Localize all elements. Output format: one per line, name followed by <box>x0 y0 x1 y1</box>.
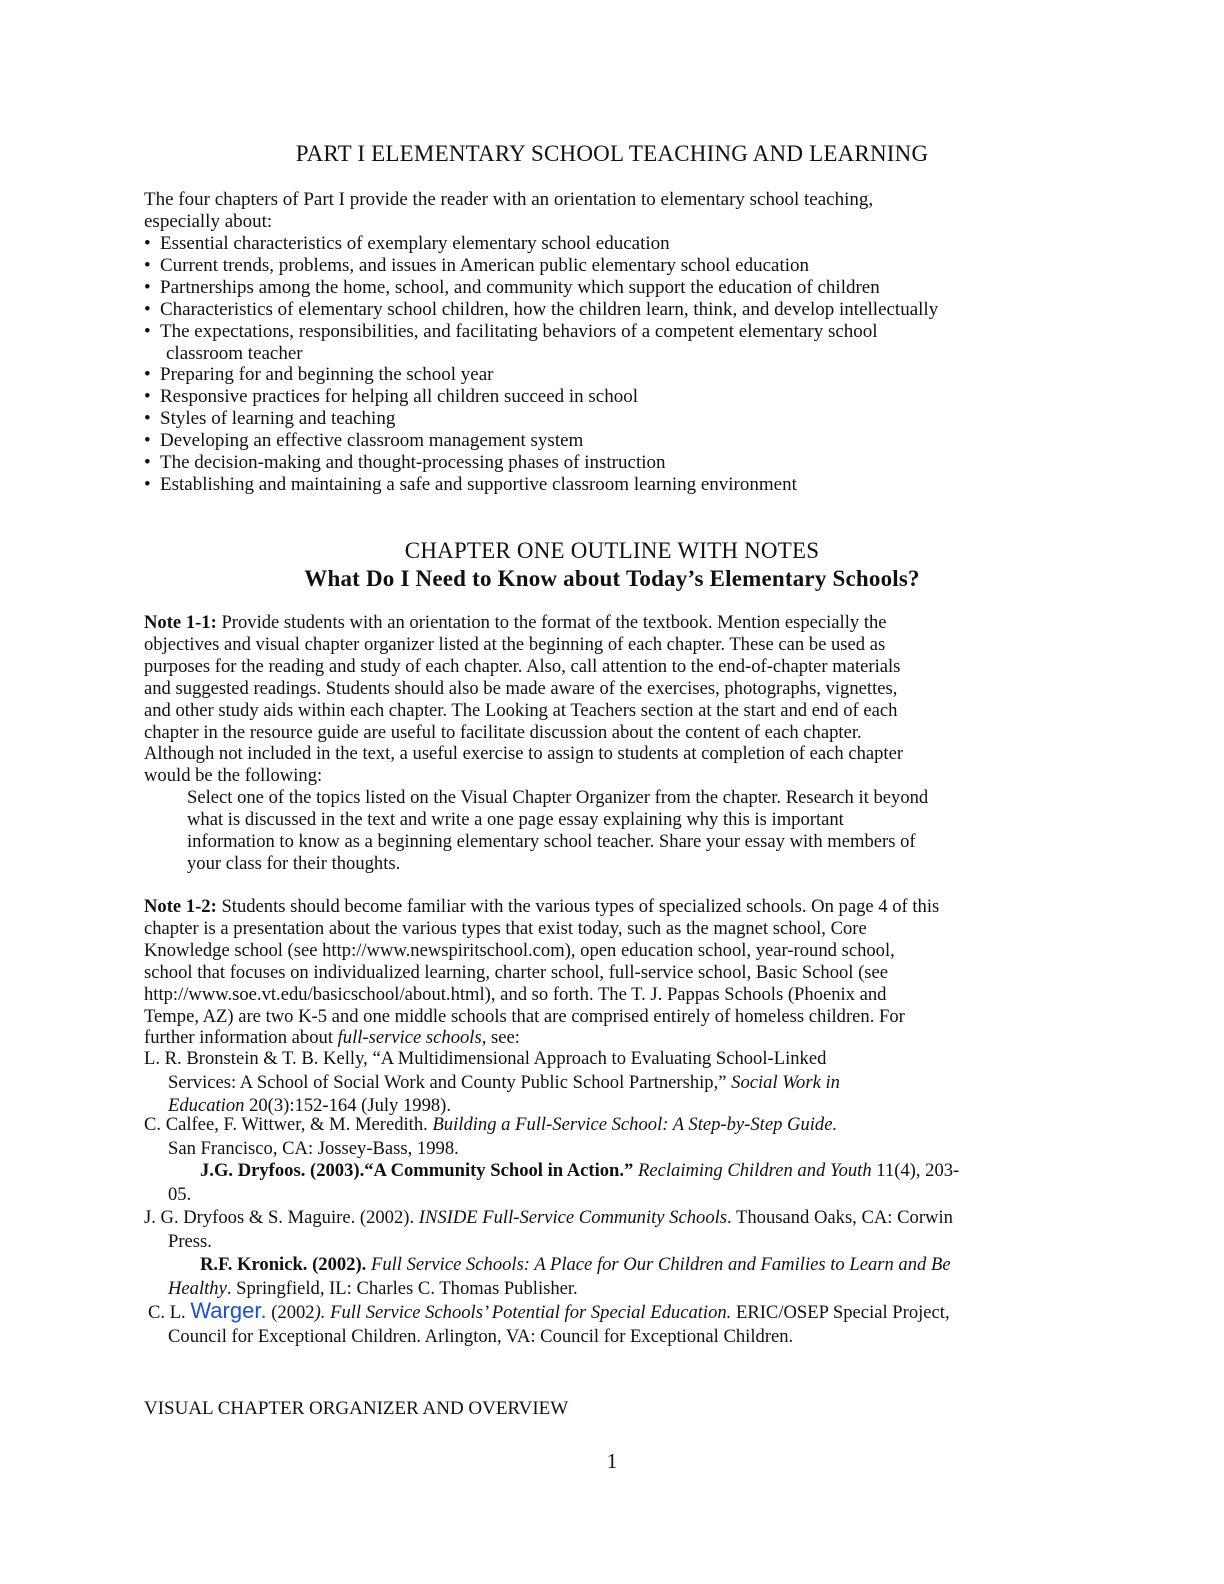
bullet-icon: • <box>144 386 151 408</box>
bullet-icon: • <box>144 254 151 276</box>
bullet-item: • Responsive practices for helping all children succeed in school <box>144 386 639 408</box>
bullet-icon: • <box>144 364 151 386</box>
reference-warger: C. L. Warger. (2002). Full Service Schools’ Potential for Special Education. ERIC/OSEP Special Project, Council for Exceptional Children. Arlington, VA: Council for Exceptional Children. <box>148 1298 950 1347</box>
bullet-item: • Preparing for and beginning the school year <box>144 364 494 386</box>
reference-dryfoos-2003: J.G. Dryfoos. (2003).“A Community School in Action.” Reclaiming Children and Youth 11(4), 203- 05. <box>168 1160 960 1205</box>
intro-line-2: especially about: <box>144 211 273 232</box>
part-title: PART I ELEMENTARY SCHOOL TEACHING AND LEARNING <box>295 141 929 166</box>
page-number: 1 <box>606 1449 618 1473</box>
bullet-item: • Essential characteristics of exemplary elementary school education <box>144 233 670 254</box>
warger-link[interactable]: Warger. <box>190 1298 267 1323</box>
bullet-icon: • <box>144 320 151 342</box>
bullet-item: • Styles of learning and teaching <box>144 408 396 430</box>
bullet-icon: • <box>144 430 151 452</box>
bullet-icon: • <box>144 233 151 254</box>
bullet-item: • The expectations, responsibilities, and facilitating behaviors of a competent elementary school <box>144 320 878 342</box>
bullet-item: • Establishing and maintaining a safe and supportive classroom learning environment <box>144 473 797 495</box>
note-1-1: Note 1-1: Provide students with an orientation to the format of the textbook. Mention especially the objectives and visual chapter organizer listed at the beginning of each chapter. These can be used as purposes for the reading and study of each chapter. Also, call attention to the end-of-chapter materials and suggested readings. Students should also be made aware of the exercises, photographs, vignettes, and other study aids within each chapter. The Looking at Teachers section at the start and end of each chapter in the resource guide are useful to facilitate discussion about the content of each chapter. Although not included in the text, a useful exercise to assign to students at completion of each chapter would be the following: <box>144 612 904 787</box>
bullet-icon: • <box>144 408 151 430</box>
reference-calfee: C. Calfee, F. Wittwer, & M. Meredith. Building a Full-Service School: A Step-by-Step Guide. San Francisco, CA: Jossey-Bass, 1998. <box>144 1114 838 1159</box>
bullet-item-continuation: classroom teacher <box>166 342 303 364</box>
note-label: Note 1-1: <box>144 612 217 633</box>
bullet-item: • Current trends, problems, and issues in American public elementary school education <box>144 254 809 276</box>
reference-bronstein: L. R. Bronstein & T. B. Kelly, “A Multidimensional Approach to Evaluating School-Linked Services: A School of Social Work and County Public School Partnership,” Social Work in Education 20(3):152-164 (July 1998). <box>144 1048 840 1116</box>
chapter-subtitle: What Do I Need to Know about Today’s Elementary Schools? <box>304 566 920 591</box>
bullet-item: • Developing an effective classroom management system <box>144 430 584 452</box>
bullet-item: • Characteristics of elementary school children, how the children learn, think, and develop intellectually <box>144 298 939 320</box>
topic-bullet-list <box>144 233 1084 496</box>
bullet-item: • The decision-making and thought-processing phases of instruction <box>144 452 666 474</box>
note-label: Note 1-2: <box>144 896 217 917</box>
intro-line-1: The four chapters of Part I provide the reader with an orientation to elementary school teaching, <box>144 189 874 210</box>
bullet-icon: • <box>144 473 151 495</box>
bullet-icon: • <box>144 298 151 320</box>
bullet-item: • Partnerships among the home, school, and community which support the education of children <box>144 276 880 298</box>
bullet-icon: • <box>144 452 151 474</box>
section-heading: VISUAL CHAPTER ORGANIZER AND OVERVIEW <box>144 1398 569 1419</box>
exercise-quote: Select one of the topics listed on the Visual Chapter Organizer from the chapter. Research it beyond what is discussed in the text and write a one page essay explaining why this is important information to know as a beginning elementary school teacher. Share your essay with members of your class for their thoughts. <box>187 787 929 874</box>
reference-kronick: R.F. Kronick. (2002). Full Service Schools: A Place for Our Children and Families to Learn and Be Healthy. Springfield, IL: Charles C. Thomas Publisher. <box>168 1254 951 1299</box>
chapter-title: CHAPTER ONE OUTLINE WITH NOTES <box>404 538 820 563</box>
bullet-icon: • <box>144 276 151 298</box>
reference-dryfoos-maguire: J. G. Dryfoos & S. Maguire. (2002). INSIDE Full-Service Community Schools. Thousand Oaks, CA: Corwin Press. <box>144 1207 953 1252</box>
note-1-2: Note 1-2: Students should become familiar with the various types of specialized schools. On page 4 of this chapter is a presentation about the various types that exist today, such as the magnet school, Core Knowledge school (see http://www.newspiritschool.com), open education school, year-round school, school that focuses on individualized learning, charter school, full-service school, Basic School (see http://www.soe.vt.edu/basicschool/about.html), and so forth. The T. J. Pappas Schools (Phoenix and Tempe, AZ) are two K-5 and one middle schools that are comprised entirely of homeless children. For further information about full-service schools, see: <box>144 896 940 1049</box>
